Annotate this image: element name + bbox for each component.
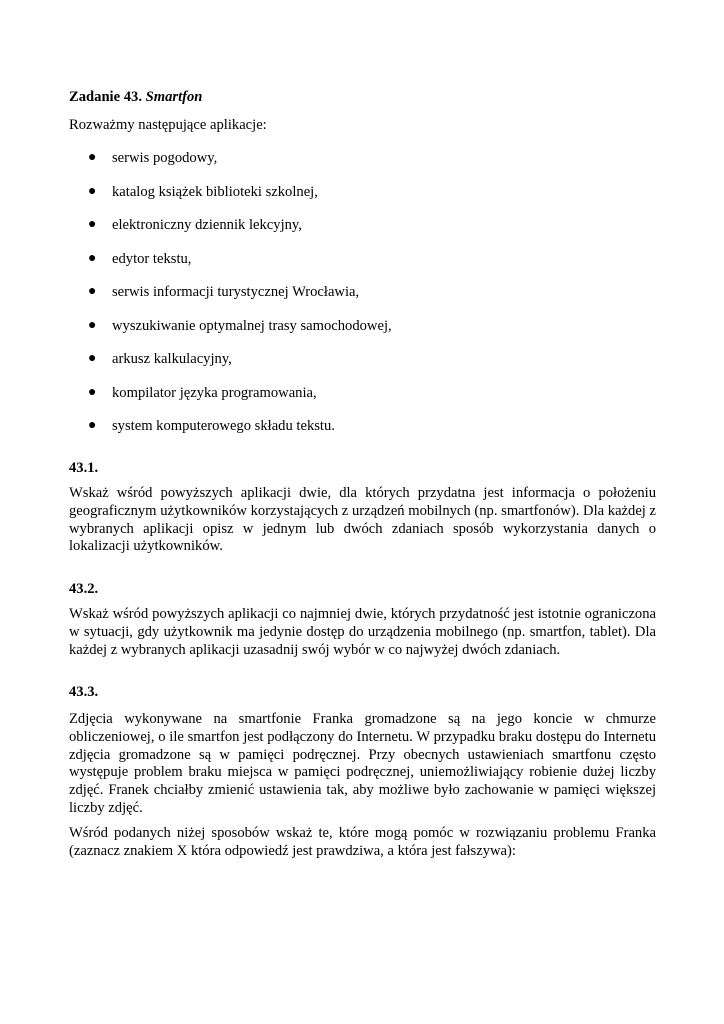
section-heading-43-1: 43.1. — [69, 460, 99, 476]
applications-list — [69, 149, 656, 451]
list-item-text: kompilator języka programowania, — [112, 384, 317, 401]
list-item-text: edytor tekstu, — [112, 250, 192, 267]
bullet-icon: ● — [88, 317, 97, 333]
list-item — [69, 317, 656, 351]
list-item — [69, 350, 656, 384]
task-subject: Smartfon — [145, 89, 203, 105]
list-item-text: wyszukiwanie optymalnej trasy samochodowej, — [112, 317, 392, 334]
bullet-icon: ● — [88, 384, 97, 400]
list-item — [69, 417, 656, 451]
list-item — [69, 384, 656, 418]
section-text-43-2: Wskaż wśród powyższych aplikacji co najmniej dwie, których przydatność jest istotnie ograniczona w sytuacji, gdy użytkownik ma jedynie dostęp do urządzenia mobilnego (np. smartfon, tablet). Dla każdej z wybranych aplikacji uzasadnij swój wybór w co najwyżej dwóch zdaniach. — [69, 606, 656, 658]
task-title — [69, 88, 202, 106]
list-item — [69, 216, 656, 250]
list-item-text: serwis pogodowy, — [112, 150, 218, 166]
bullet-icon: ● — [88, 150, 97, 165]
list-item-text: system komputerowego składu tekstu. — [112, 418, 335, 434]
bullet-icon: ● — [88, 351, 97, 366]
section-text-43-3: Zdjęcia wykonywane na smartfonie Franka gromadzone są na jego koncie w chmurze obliczeniowej, o ile smartfon jest podłączony do Internetu. W przypadku braku dostępu do Internetu zdjęcia gromadzone są w pamięci podręcznej. Przy obecnych ustawieniach smartfonu często występuje problem braku miejsca w pamięci podręcznej, uniemożliwiający robienie dużej liczby zdjęć. Franek chciałby zmienić ustawienia tak, aby możliwe było zachowanie w pamięci większej liczby zdjęć. — [69, 711, 656, 816]
intro-text: Rozważmy następujące aplikacje: — [69, 117, 267, 133]
section-heading-43-3: 43.3. — [69, 684, 99, 700]
list-item-text: katalog książek biblioteki szkolnej, — [112, 183, 318, 200]
list-item — [69, 149, 656, 183]
bullet-icon: ● — [88, 418, 97, 433]
task-number: Zadanie 43. — [69, 89, 142, 105]
list-item — [69, 250, 656, 284]
list-item-text: elektroniczny dziennik lekcyjny, — [112, 217, 302, 233]
section-heading-43-2: 43.2. — [69, 581, 99, 597]
list-item — [69, 283, 656, 317]
section-text-43-1: Wskaż wśród powyższych aplikacji dwie, dla których przydatna jest informacja o położeniu geograficznym użytkowników korzystających z urządzeń mobilnych (np. smartfonów). Dla każdej z wybranych aplikacji opisz w jednym lub dwóch zdaniach sposób wykorzystania danych o lokalizacji użytkowników. — [69, 485, 656, 555]
bullet-icon: ● — [88, 183, 97, 199]
section-instruction-43-3: Wśród podanych niżej sposobów wskaż te, które mogą pomóc w rozwiązaniu problemu Franka (zaznacz znakiem X która odpowiedź jest prawdziwa, a która jest fałszywa): — [69, 825, 656, 859]
list-item-text: arkusz kalkulacyjny, — [112, 351, 232, 367]
bullet-icon: ● — [88, 284, 97, 299]
list-item — [69, 183, 656, 217]
list-item-text: serwis informacji turystycznej Wrocławia, — [112, 284, 360, 300]
bullet-icon: ● — [88, 217, 97, 232]
bullet-icon: ● — [88, 250, 97, 266]
